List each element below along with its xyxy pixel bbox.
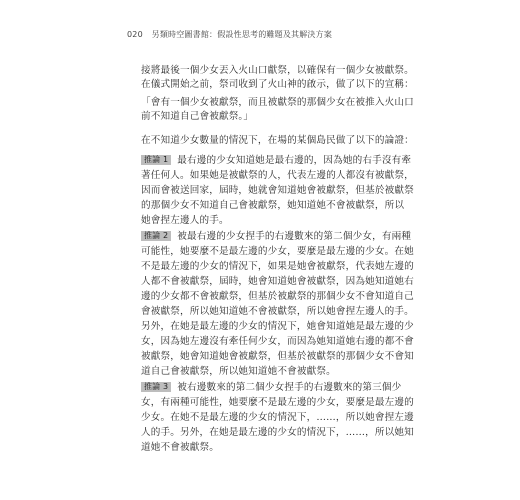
- body-line: 人都不會被獻祭，屆時，她會知道她會被獻祭，因為她知道她右: [141, 276, 414, 287]
- inference-3-first-line: 推論 3 被右邊數來的第二個少女捏手的右邊數來的第三個少: [141, 382, 391, 394]
- body-line: 女，因為她左邊沒有牽任何少女，而因為她知道她右邊的都不會: [141, 336, 414, 347]
- body-line: 人的手。另外，在她是最左邊的少女的情況下，……，所以她知: [141, 427, 414, 438]
- body-line: 可能性，她要麼不是最左邊的少女，要麼是最左邊的少女。在她: [141, 246, 414, 257]
- body-line: 接將最後一個少女丟入火山口獻祭，以確保有一個少女被獻祭。: [141, 65, 414, 76]
- running-header: [127, 29, 332, 40]
- quote-line: 前不知道自己會被獻祭。」: [141, 111, 254, 122]
- inference-2-tag: 推論 2: [141, 231, 171, 241]
- body-line: 少女。在她不是最左邊的少女的情況下，……，所以她會捏左邊: [141, 412, 414, 423]
- page-number: 020: [127, 30, 143, 39]
- running-title: 另類時空圖書館：假設性思考的難題及其解決方案: [151, 30, 333, 39]
- body-line: 不是最左邊的少女的情況下，如果是她會被獻祭，代表她左邊的: [141, 261, 414, 272]
- body-line: 女，有兩種可能性，她要麼不是最左邊的少女，要麼是最左邊的: [141, 397, 414, 408]
- body-line: 的那個少女不知道自己會被獻祭，她知道她不會被獻祭，所以: [141, 200, 405, 211]
- quote-line: 「會有一個少女被獻祭，而且被獻祭的那個少女在被推入火山口: [141, 97, 414, 108]
- inference-3-tag: 推論 3: [141, 382, 171, 392]
- inference-2-first-line: 推論 2 被最右邊的少女捏手的右邊數來的第二個少女，有兩種: [141, 231, 391, 243]
- inference-1-first-line: 推論 1 最右邊的少女知道她是最右邊的，因為她的右手沒有牽: [141, 155, 391, 167]
- body-line: 另外，在她是最左邊的少女的情況下，她會知道她是最左邊的少: [141, 321, 414, 332]
- body-line: 她會捏左邊人的手。: [141, 215, 229, 226]
- body-line: 被獻祭，她會知道她會被獻祭，但基於被獻祭的那個少女不會知: [141, 351, 414, 362]
- body-line: 道她不會被獻祭。: [141, 442, 219, 453]
- body-line: 邊的少女都不會被獻祭，但基於被獻祭的那個少女不會知道自己: [141, 291, 414, 302]
- body-line: 道自己會被獻祭，所以她知道她不會被獻祭。: [141, 366, 336, 377]
- body-line: 會被獻祭，所以她知道她不會被獻祭，所以她會捏左邊人的手。: [141, 306, 414, 317]
- inference-1-tag: 推論 1: [141, 155, 171, 165]
- body-line: 著任何人。如果她是被獻祭的人，代表左邊的人都沒有被獻祭，: [141, 170, 414, 181]
- body-line: 在不知道少女數量的情況下，在場的某個島民做了以下的論證：: [141, 135, 414, 146]
- body-line: 在儀式開始之前，祭司收到了火山神的啟示，做了以下的宣稱：: [141, 79, 414, 90]
- body-line: 因而會被送回家，屆時，她就會知道她會被獻祭，但基於被獻祭: [141, 185, 414, 196]
